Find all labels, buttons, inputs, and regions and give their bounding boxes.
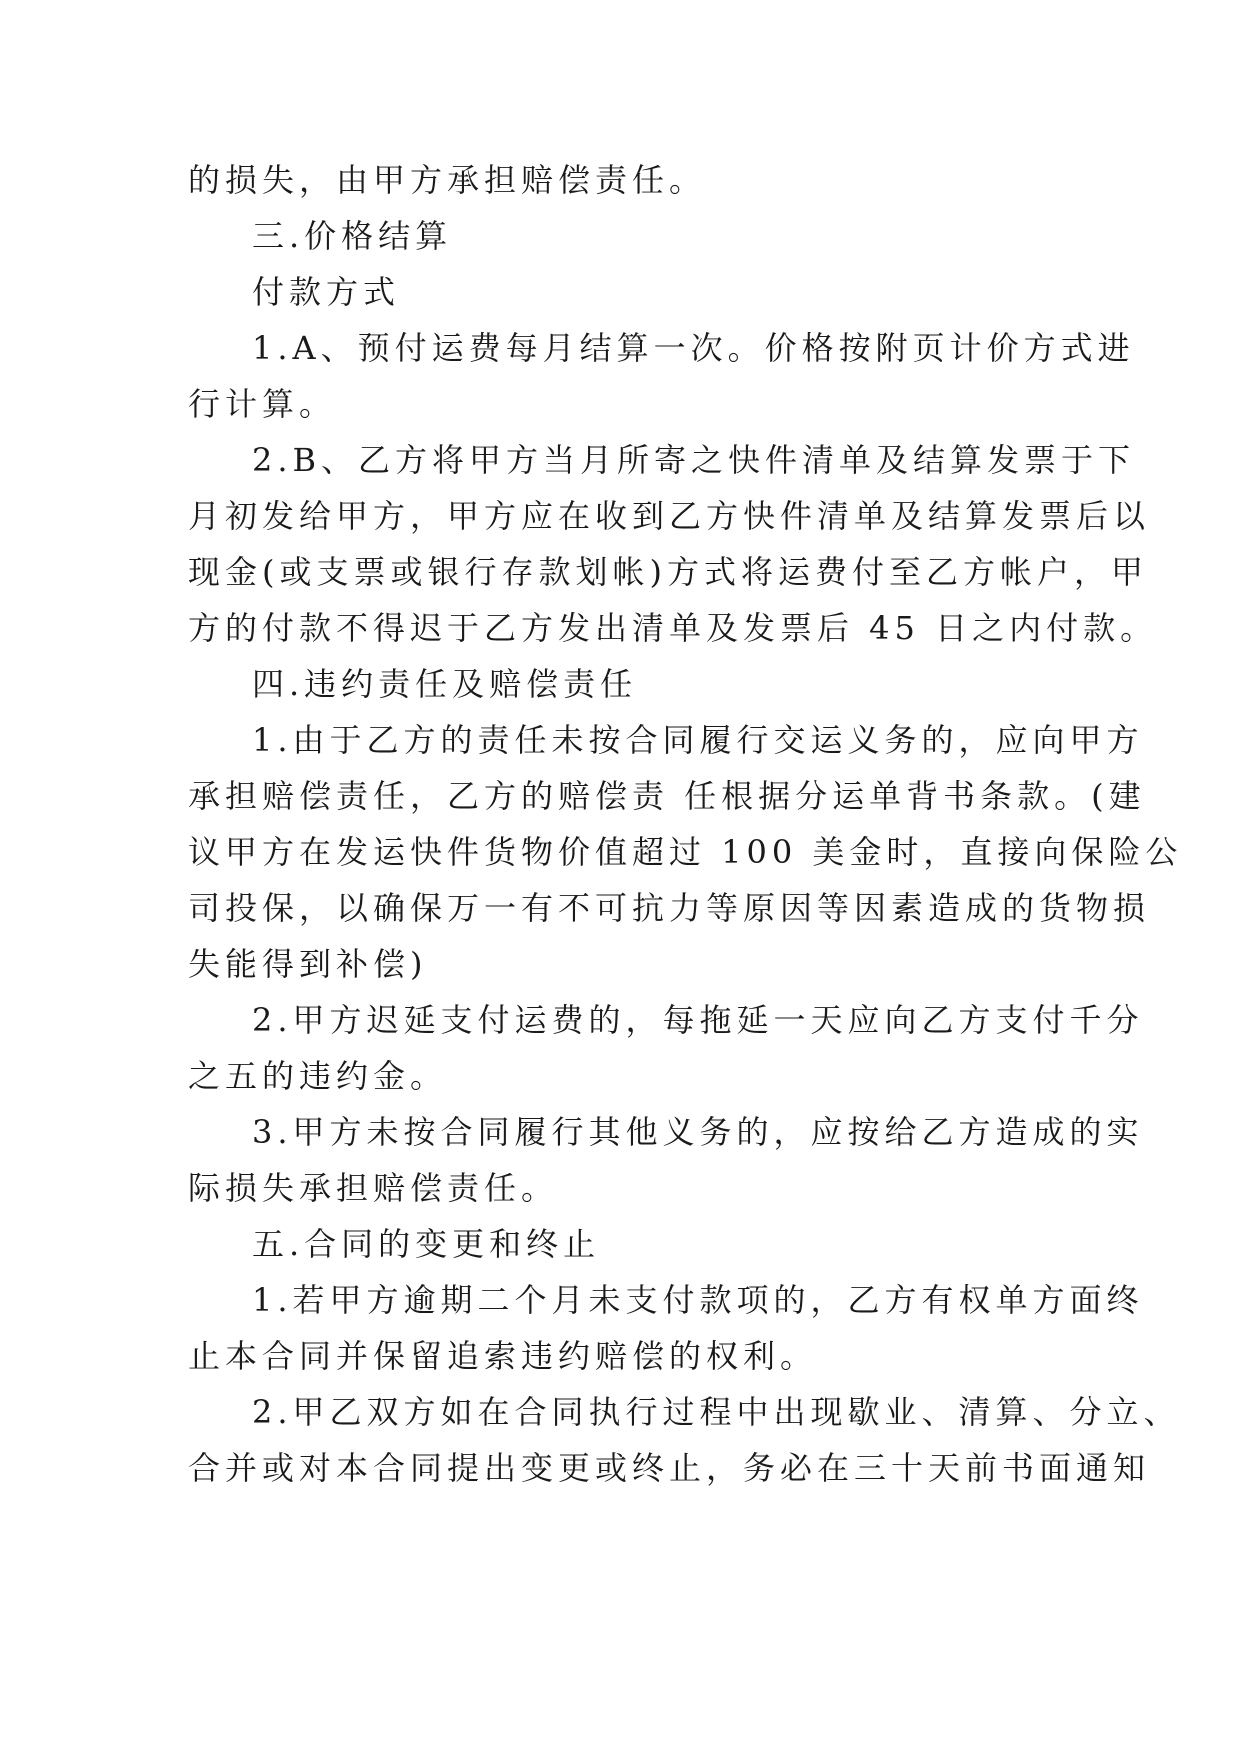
text-line: 月初发给甲方，甲方应在收到乙方快件清单及结算发票后以: [188, 497, 1151, 535]
text-line: 1.A、预付运费每月结算一次。价格按附页计价方式进: [252, 329, 1135, 367]
text-line: 止本合同并保留追索违约赔偿的权利。: [188, 1337, 818, 1375]
text-line: 之五的违约金。: [188, 1057, 448, 1095]
text-line: 2.甲方迟延支付运费的，每拖延一天应向乙方支付千分: [252, 1001, 1144, 1039]
text-line: 方的付款不得迟于乙方发出清单及发票后 45 日之内付款。: [188, 609, 1158, 647]
text-line: 1.若甲方逾期二个月未支付款项的，乙方有权单方面终: [252, 1281, 1144, 1319]
text-line: 司投保，以确保万一有不可抗力等原因等因素造成的货物损: [188, 889, 1151, 927]
subheading: 付款方式: [252, 273, 401, 311]
text-line: 3.甲方未按合同履行其他义务的，应按给乙方造成的实: [252, 1113, 1144, 1151]
text-line: 失能得到补偿): [188, 945, 428, 983]
text-line: 合并或对本合同提出变更或终止，务必在三十天前书面通知: [188, 1449, 1151, 1487]
text-line: 2.甲乙双方如在合同执行过程中出现歇业、清算、分立、: [252, 1393, 1181, 1431]
text-line: 议甲方在发运快件货物价值超过 100 美金时，直接向保险公: [188, 833, 1183, 871]
text-line: 1.由于乙方的责任未按合同履行交运义务的，应向甲方: [252, 721, 1144, 759]
text-line: 2.B、乙方将甲方当月所寄之快件清单及结算发票于下: [252, 441, 1136, 479]
text-line: 承担赔偿责任，乙方的赔偿责 任根据分运单背书条款。(建: [188, 777, 1146, 815]
section-heading: 三.价格结算: [252, 217, 453, 255]
section-heading: 四.违约责任及赔偿责任: [252, 665, 638, 703]
text-line: 的损失，由甲方承担赔偿责任。: [188, 161, 707, 199]
text-line: 现金(或支票或银行存款划帐)方式将运费付至乙方帐户，甲: [188, 553, 1148, 591]
text-line: 际损失承担赔偿责任。: [188, 1169, 559, 1207]
section-heading: 五.合同的变更和终止: [252, 1225, 601, 1263]
text-line: 行计算。: [188, 385, 337, 423]
